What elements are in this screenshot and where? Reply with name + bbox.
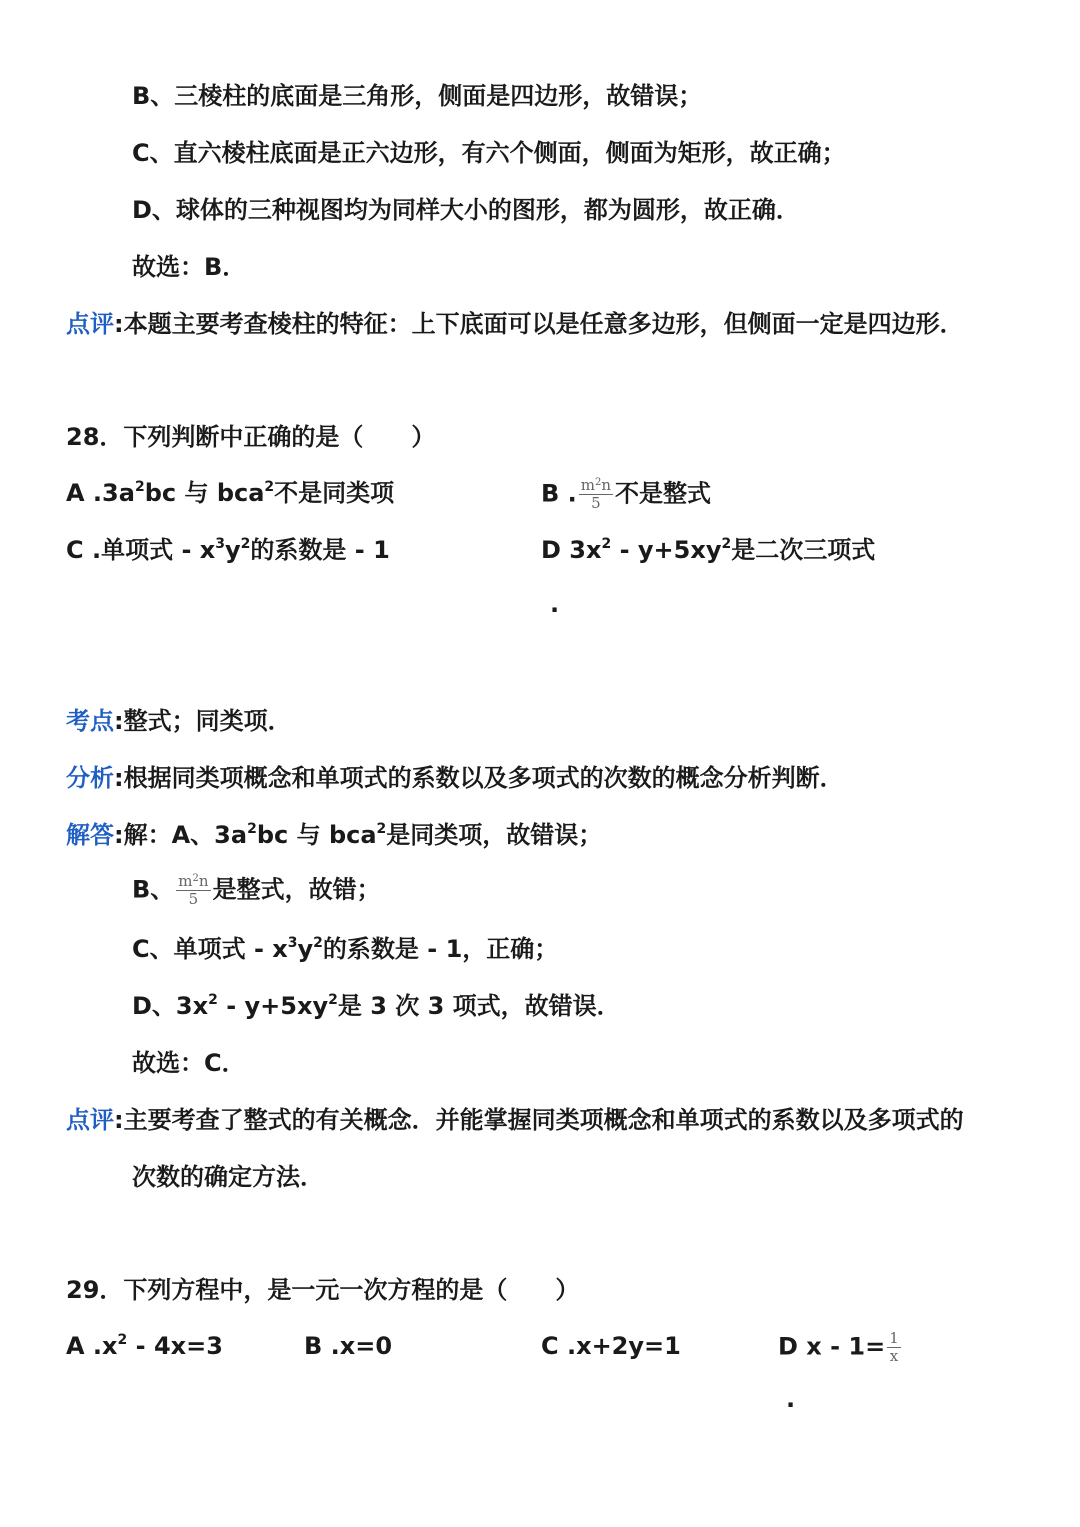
review-27 bbox=[66, 308, 964, 340]
exponent: 3 bbox=[215, 536, 225, 552]
question-28-stem: 28．下列判断中正确的是（ ） bbox=[66, 423, 436, 451]
analysis-label: 分析 bbox=[66, 764, 114, 792]
q28-a-text3: 不是同类项 bbox=[274, 479, 395, 507]
q28-d-text2: - y+5xy bbox=[611, 536, 722, 564]
solution-choice: 故选：B． bbox=[132, 253, 247, 281]
q28-d-text1: D 3x bbox=[541, 536, 602, 564]
exponent: 3 bbox=[287, 935, 298, 951]
review-text-1: :主要考查了整式的有关概念．并能掌握同类项概念和单项式的系数以及多项式的 bbox=[114, 1106, 964, 1134]
q28-option-a bbox=[66, 477, 394, 509]
q28-a-text2: bc 与 bca bbox=[144, 479, 265, 507]
q29-option-b: B .x=0 bbox=[304, 1332, 393, 1360]
review-label: 点评 bbox=[66, 310, 114, 338]
analysis-text: :根据同类项概念和单项式的系数以及多项式的次数的概念分析判断． bbox=[114, 764, 844, 792]
exponent: 2 bbox=[313, 935, 323, 951]
q29-d-text: D x - 1= bbox=[778, 1332, 886, 1361]
key-point-text: :整式；同类项． bbox=[114, 707, 292, 735]
solution-b-text: 是整式，故错； bbox=[212, 875, 381, 904]
exponent: 2 bbox=[247, 821, 257, 837]
exponent: 2 bbox=[721, 536, 732, 552]
solution-c bbox=[132, 933, 558, 965]
solution-c-text1: C、单项式 - x bbox=[132, 935, 288, 963]
fraction: $\frac{m^2n}{5}$ bbox=[178, 872, 209, 908]
review-text: :本题主要考查棱柱的特征：上下底面可以是任意多边形，但侧面一定是四边形． bbox=[114, 310, 964, 338]
review-label: 点评 bbox=[66, 1106, 114, 1134]
q28-option-c bbox=[66, 534, 390, 566]
q29-option-c: C .x+2y=1 bbox=[541, 1332, 681, 1360]
q28-option-d bbox=[541, 534, 875, 566]
q29-a-text2: - 4x=3 bbox=[127, 1332, 223, 1360]
fraction: $\frac{1}{x}$ bbox=[889, 1329, 899, 1365]
exponent: 2 bbox=[601, 536, 612, 552]
review-28 bbox=[66, 1104, 964, 1136]
key-point-label: 考点 bbox=[66, 707, 114, 735]
exponent: 2 bbox=[264, 479, 275, 495]
exponent: 2 bbox=[117, 1332, 128, 1348]
solution-d-text1: D、3x bbox=[132, 992, 209, 1020]
solution-b bbox=[132, 873, 381, 908]
q28-a-text1: A .3a bbox=[66, 479, 135, 507]
exponent: 2 bbox=[328, 992, 338, 1008]
solution-c-text2: y bbox=[297, 935, 314, 963]
q28-b-text: 不是整式 bbox=[615, 479, 712, 508]
exponent: 2 bbox=[376, 821, 387, 837]
solution-a-text2: bc 与 bca bbox=[256, 821, 377, 849]
solution-label: 解答 bbox=[66, 821, 114, 849]
q28-b-label: B . bbox=[541, 479, 577, 508]
solution-d-text3: 是 3 次 3 项式，故错误． bbox=[337, 992, 621, 1020]
review-28-cont: 次数的确定方法． bbox=[132, 1163, 324, 1191]
q29-a-text1: A .x bbox=[66, 1332, 118, 1360]
q28-c-text2: y bbox=[225, 536, 241, 564]
q28-option-b bbox=[541, 477, 711, 512]
exponent: 2 bbox=[134, 479, 145, 495]
question-29-stem: 29．下列方程中，是一元一次方程的是（ ） bbox=[66, 1276, 580, 1304]
q28-c-text1: C .单项式 - x bbox=[66, 536, 216, 564]
q28-c-text3: 的系数是 - 1 bbox=[250, 536, 390, 564]
solution-b-label: B、 bbox=[132, 875, 175, 904]
fraction: $\frac{m^2n}{5}$ bbox=[580, 476, 612, 512]
solution-a-text3: 是同类项，故错误； bbox=[386, 821, 603, 849]
exponent: 2 bbox=[240, 536, 251, 552]
solution-c-text3: 的系数是 - 1，正确； bbox=[322, 935, 559, 963]
solution-a-text1: :解：A、3a bbox=[114, 821, 248, 849]
solution-a bbox=[66, 819, 602, 851]
solution-option-b: B、三棱柱的底面是三角形，侧面是四边形，故错误； bbox=[132, 82, 703, 110]
q29-option-a bbox=[66, 1330, 223, 1362]
q28-d-text3: 是二次三项式 bbox=[731, 536, 876, 564]
trailing-dot: . bbox=[786, 1385, 796, 1413]
key-point bbox=[66, 705, 292, 737]
solution-choice-28: 故选：C． bbox=[132, 1049, 246, 1077]
exponent: 2 bbox=[208, 992, 218, 1008]
solution-d-text2: - y+5xy bbox=[217, 992, 329, 1020]
solution-option-c: C、直六棱柱底面是正六边形，有六个侧面，侧面为矩形，故正确； bbox=[132, 139, 846, 167]
q29-option-d bbox=[778, 1330, 903, 1365]
trailing-dot: . bbox=[550, 590, 560, 618]
analysis bbox=[66, 762, 844, 794]
solution-option-d: D、球体的三种视图均为同样大小的图形，都为圆形，故正确． bbox=[132, 196, 800, 224]
solution-d bbox=[132, 990, 621, 1022]
